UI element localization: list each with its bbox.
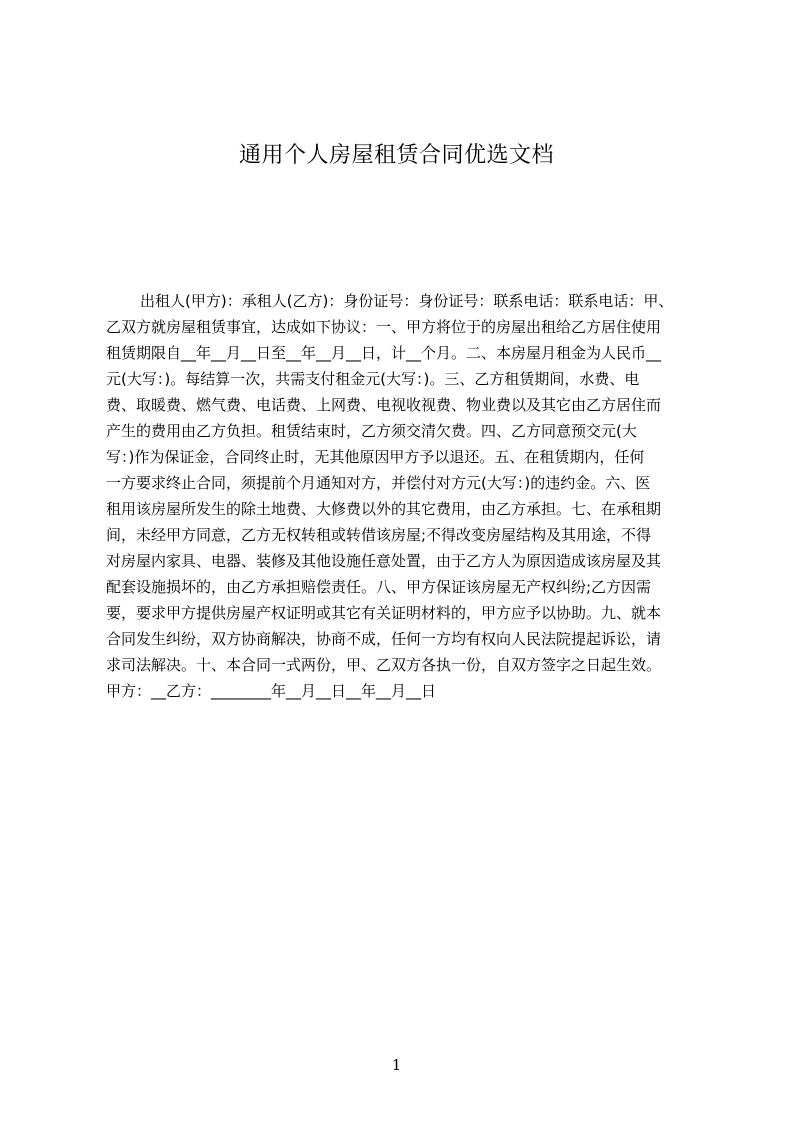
body-line: 对房屋内家具、电器、装修及其他设施任意处置，由于乙方人为原因造成该房屋及其 — [106, 552, 662, 570]
body-line: 乙双方就房屋租赁事宜，达成如下协议：一、甲方将位于的房屋出租给乙方居住使用 — [106, 318, 662, 336]
page-number: 1 — [391, 1056, 402, 1074]
body-line: 要，要求甲方提供房屋产权证明或其它有关证明材料的，甲方应予以协助。九、就本 — [106, 604, 662, 622]
body-line: 费、取暖费、燃气费、电话费、上网费、电视收视费、物业费以及其它由乙方居住而 — [106, 396, 662, 414]
document-title: 通用个人房屋租赁合同优选文档 — [238, 143, 554, 168]
body-line: 配套设施损坏的，由乙方承担赔偿责任。八、甲方保证该房屋无产权纠纷;乙方因需 — [106, 578, 652, 596]
body-line: 求司法解决。十、本合同一式两份，甲、乙双方各执一份，自双方签字之日起生效。 — [106, 656, 662, 674]
body-line: 租用该房屋所发生的除土地费、大修费以外的其它费用，由乙方承担。七、在承租期 — [106, 500, 662, 518]
body-line: 间，未经甲方同意，乙方无权转租或转借该房屋;不得改变房屋结构及其用途，不得 — [106, 526, 652, 544]
body-line: 写：)作为保证金，合同终止时，无其他原因甲方予以退还。五、在租赁期内，任何 — [106, 448, 645, 466]
signature-line: 甲方：__乙方：________年__月__日__年__月__日 — [106, 682, 437, 700]
contract-body — [106, 288, 706, 704]
body-line: 一方要求终止合同，须提前个月通知对方，并偿付对方元(大写：)的违约金。六、医 — [106, 474, 651, 492]
body-line: 产生的费用由乙方负担。租赁结束时，乙方须交清欠费。四、乙方同意预交元(大 — [106, 422, 637, 440]
body-line: 合同发生纠纷，双方协商解决，协商不成，任何一方均有权向人民法院提起诉讼，请 — [106, 630, 662, 648]
body-line: 出租人(甲方)：承租人(乙方)：身份证号：身份证号：联系电话：联系电话：甲、 — [140, 292, 674, 310]
body-line: 租赁期限自__年__月__日至__年__月__日，计__个月。二、本房屋月租金为人民币__ — [106, 344, 662, 362]
body-line: 元(大写：)。每结算一次，共需支付租金元(大写：)。三、乙方租赁期间，水费、电 — [106, 370, 640, 388]
